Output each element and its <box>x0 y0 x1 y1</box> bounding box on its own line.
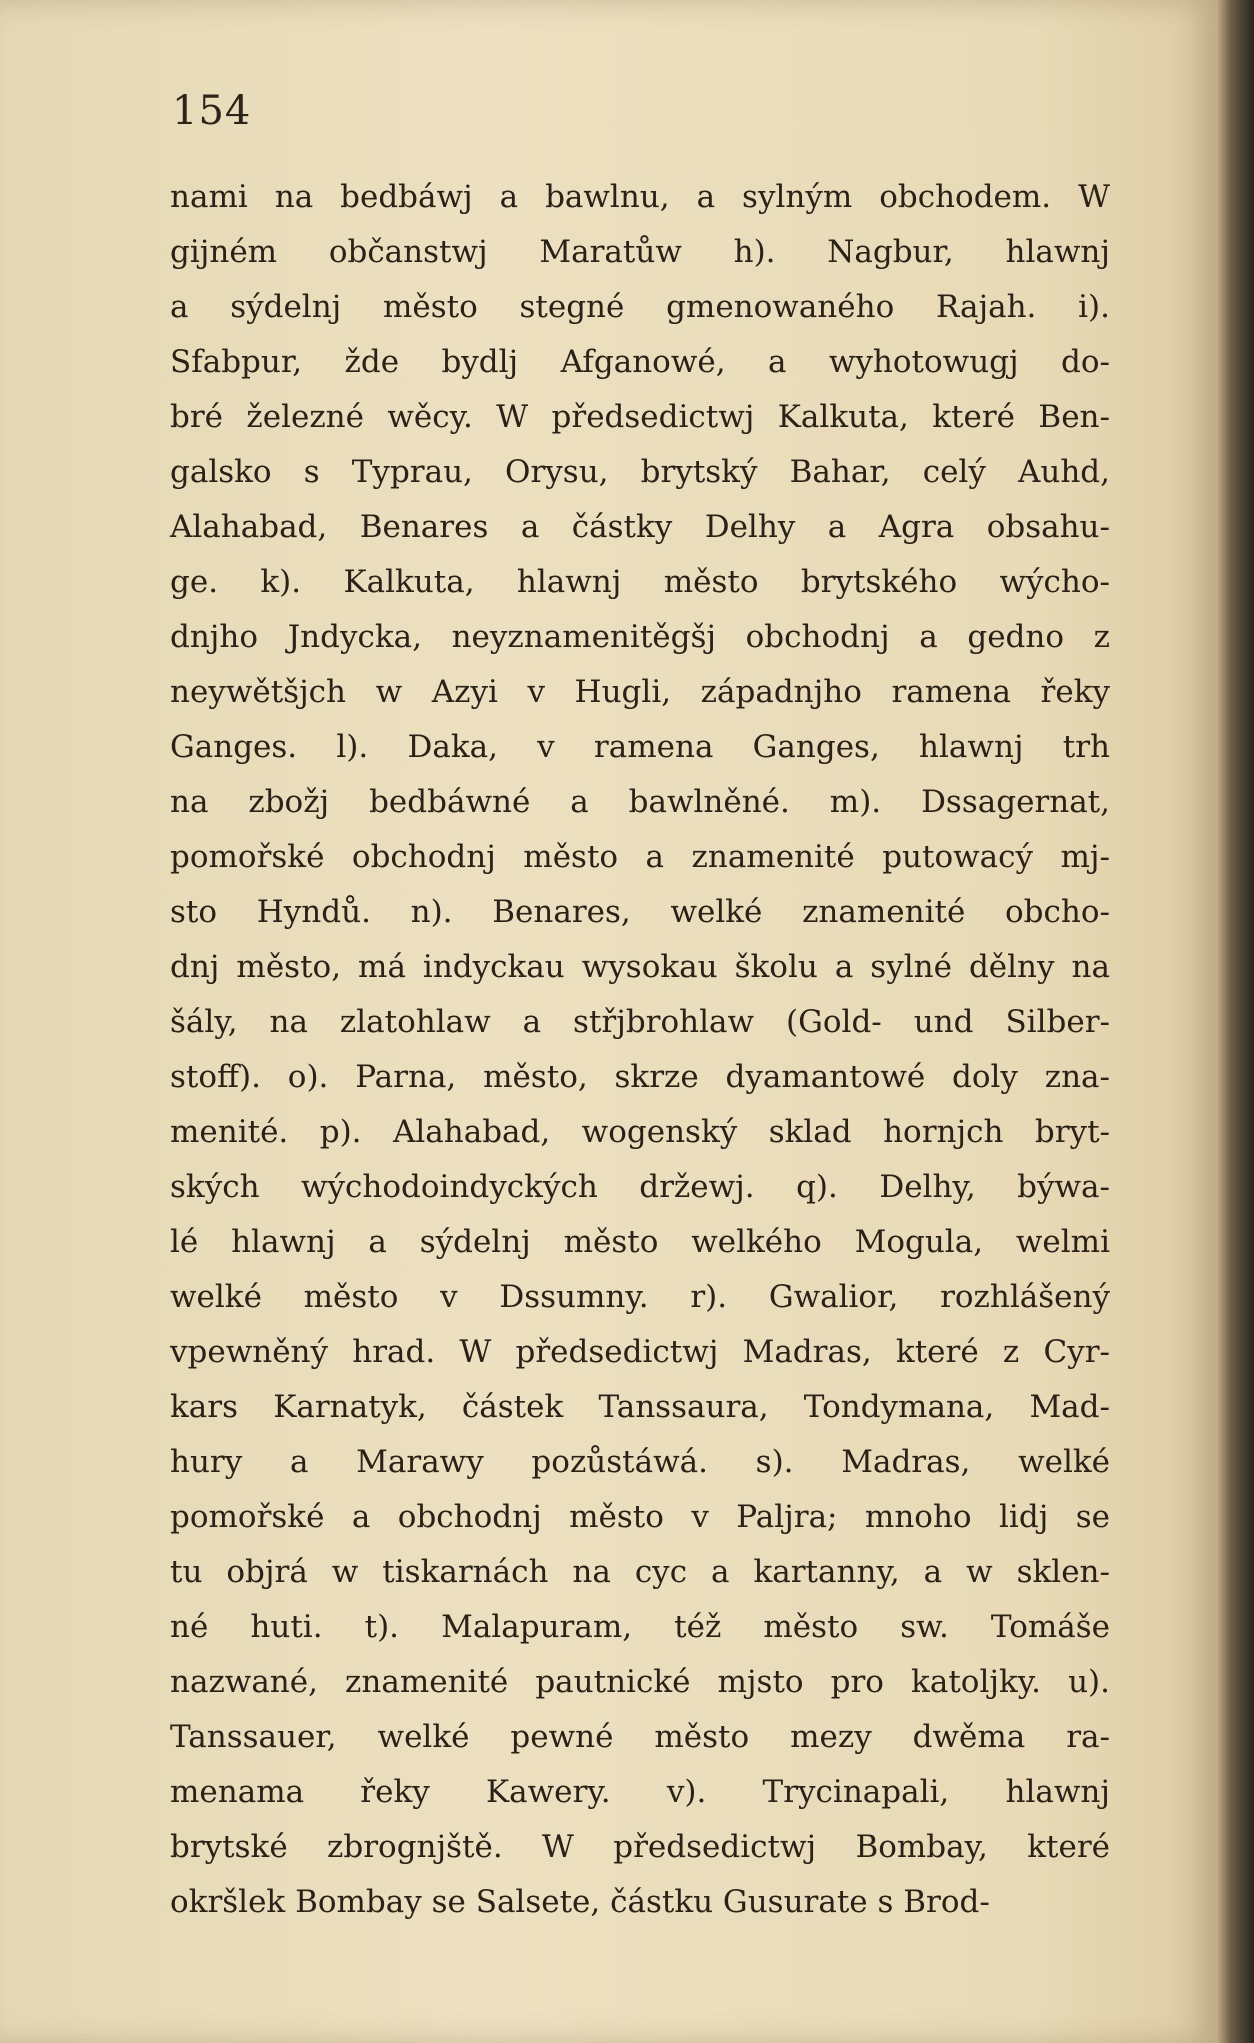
text-line: brytské zbrognjště. W předsedictwj Bombay, které <box>170 1829 1110 1865</box>
text-line: na zbožj bedbáwné a bawlněné. m). Dssagernat, <box>170 784 1110 820</box>
text-line: Tanssauer, welké pewné město mezy dwěma ra- <box>170 1719 1110 1755</box>
text-line: menama řeky Kawery. v). Trycinapali, hlawnj <box>170 1774 1110 1810</box>
text-line: kars Karnatyk, částek Tanssaura, Tondymana, Mad- <box>170 1389 1110 1425</box>
text-line: pomořské a obchodnj město v Paljra; mnoho lidj se <box>170 1499 1110 1535</box>
text-line: bré železné wěcy. W předsedictwj Kalkuta, které Ben- <box>170 399 1110 435</box>
text-line: neywětšjch w Azyi v Hugli, západnjho ramena řeky <box>170 674 1110 710</box>
book-gutter <box>1218 0 1254 2043</box>
text-line: sto Hyndů. n). Benares, welké znamenité obcho- <box>170 894 1110 930</box>
text-line: ských wýchodoindyckých držewj. q). Delhy, býwa- <box>170 1169 1110 1205</box>
text-line: okršlek Bombay se Salsete, částku Gusurate s Brod- <box>170 1884 990 1920</box>
text-line: tu objrá w tiskarnách na cyc a kartanny, a w sklen- <box>170 1554 1110 1590</box>
text-line: šály, na zlatohlaw a střjbrohlaw (Gold- und Silber- <box>170 1004 1110 1040</box>
text-line: pomořské obchodnj město a znamenité putowacý mj- <box>170 839 1110 875</box>
text-line: menité. p). Alahabad, wogenský sklad hornjch bryt- <box>170 1114 1110 1150</box>
text-line: né huti. t). Malapuram, též město sw. Tomáše <box>170 1609 1110 1645</box>
text-line: dnj město, má indyckau wysokau školu a sylné dělny na <box>170 949 1110 985</box>
text-line: a sýdelnj město stegné gmenowaného Rajah. i). <box>170 289 1110 325</box>
page-number: 154 <box>172 88 252 134</box>
text-line: stoff). o). Parna, město, skrze dyamantowé doly zna- <box>170 1059 1110 1095</box>
text-line: Sfabpur, žde bydlj Afganowé, a wyhotowugj do- <box>170 344 1110 380</box>
text-line: lé hlawnj a sýdelnj město welkého Mogula, welmi <box>170 1224 1110 1260</box>
text-line: ge. k). Kalkuta, hlawnj město brytského wýcho- <box>170 564 1110 600</box>
text-line: hury a Marawy pozůstáwá. s). Madras, welké <box>170 1444 1110 1480</box>
text-line: welké město v Dssumny. r). Gwalior, rozhlášený <box>170 1279 1110 1315</box>
text-line: nami na bedbáwj a bawlnu, a sylným obchodem. W <box>170 179 1110 215</box>
text-line: dnjho Jndycka, neyznamenitěgšj obchodnj a gedno z <box>170 619 1110 655</box>
text-line: Alahabad, Benares a částky Delhy a Agra obsahu- <box>170 509 1110 545</box>
text-line: vpewněný hrad. W předsedictwj Madras, které z Cyr- <box>170 1334 1110 1370</box>
body-text <box>170 170 1110 1930</box>
text-line: Ganges. l). Daka, v ramena Ganges, hlawnj trh <box>170 729 1110 765</box>
text-line: gijném občanstwj Maratůw h). Nagbur, hlawnj <box>170 234 1110 270</box>
text-line: nazwané, znamenité pautnické mjsto pro katoljky. u). <box>170 1664 1110 1700</box>
text-line: galsko s Typrau, Orysu, brytský Bahar, celý Auhd, <box>170 454 1110 490</box>
